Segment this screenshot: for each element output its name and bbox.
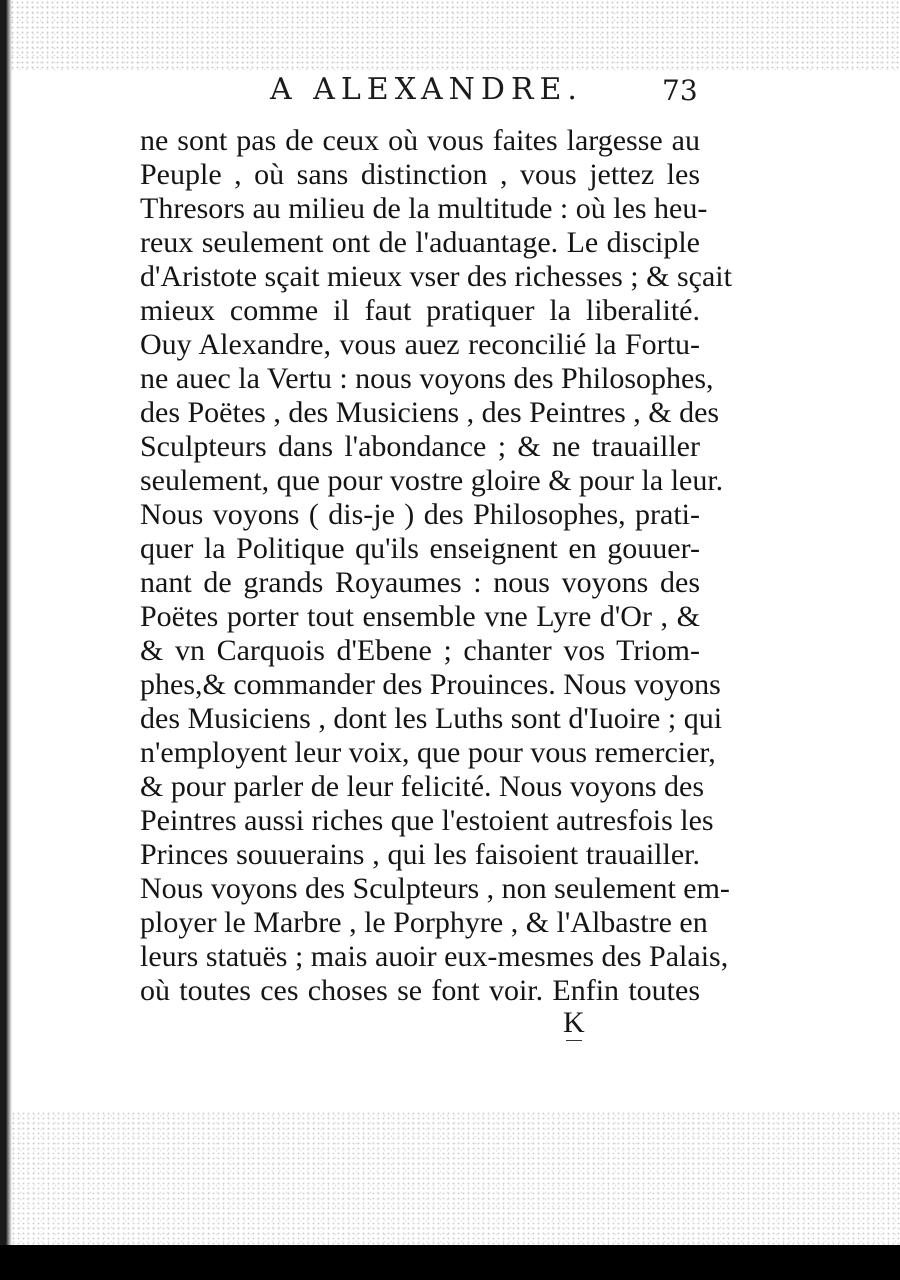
running-header: A ALEXANDRE. [270,72,583,107]
scan-noise-top [0,0,900,70]
body-text [140,124,732,1008]
text-line: seulement, que pour vostre gloire & pour la leur. [140,464,724,497]
text-line: & pour parler de leur felicité. Nous voyons des [140,770,705,803]
text-line: mieux comme il faut pratiquer la liberalité. [140,294,700,327]
text-line: où toutes ces choses se font voir. Enfin toutes [140,974,700,1007]
text-line: d'Aristote sçait mieux vser des richesses ; & sçait [140,260,732,293]
text-line: nant de grands Royaumes : nous voyons des [140,566,700,599]
page-binding-edge [0,0,12,1245]
signature-mark: K [563,1006,585,1039]
text-line: Thresors au milieu de la multitude : où les heu- [140,192,708,225]
text-line: ne auec la Vertu : nous voyons des Philosophes, [140,362,714,395]
text-line: Sculpteurs dans l'abondance ; & ne trauailler [140,430,700,463]
text-line: phes,& commander des Prouinces. Nous voyons [140,668,721,701]
scan-noise-bottom [0,1110,900,1245]
text-line: des Musiciens , dont les Luths sont d'Iuoire ; qui [140,702,723,735]
text-line: Nous voyons ( dis-je ) des Philosophes, prati- [140,498,700,531]
scan-border-bottom [0,1245,900,1280]
text-line: ne sont pas de ceux où vous faites largesse au [140,124,700,157]
text-line: ployer le Marbre , le Porphyre , & l'Albastre en [140,906,708,939]
text-line: & vn Carquois d'Ebene ; chanter vos Triom- [140,634,700,667]
text-line: quer la Politique qu'ils enseignent en gouuer- [140,532,700,565]
text-line: des Poëtes , des Musiciens , des Peintres , & des [140,396,720,429]
text-line: Peintres aussi riches que l'estoient autresfois les [140,804,714,837]
text-line: reux seulement ont de l'aduantage. Le disciple [140,226,700,259]
text-line: leurs statuës ; mais auoir eux-mesmes des Palais, [140,940,729,973]
text-line: Nous voyons des Sculpteurs , non seulement em- [140,872,730,905]
text-line: Ouy Alexandre, vous auez reconcilié la Fortu- [140,328,700,361]
bleed-through-line [150,1010,550,1012]
signature-underline [566,1040,582,1041]
text-line: n'employent leur voix, que pour vous remercier, [140,736,716,769]
page-number: 73 [662,74,698,107]
text-line: Peuple , où sans distinction , vous jettez les [140,158,700,191]
text-line: Princes souuerains , qui les faisoient trauailler. [140,838,700,871]
text-line: Poëtes porter tout ensemble vne Lyre d'Or , & [140,600,700,633]
